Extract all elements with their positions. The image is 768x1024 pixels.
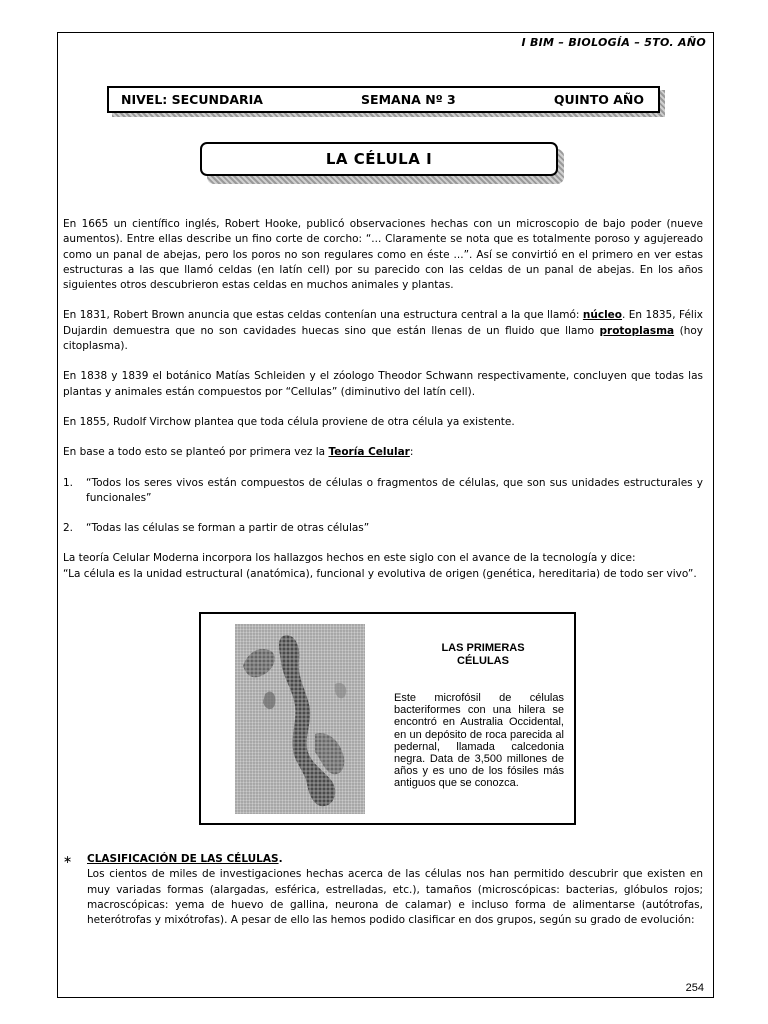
paragraph-virchow: En 1855, Rudolf Virchow plantea que toda célula proviene de otra célula ya existente. (63, 415, 515, 428)
paragraph-hooke: En 1665 un científico inglés, Robert Hooke, publicó observaciones hechas con un microscopio de bajo poder (nueve aumentos). Entre ellas describe un fino corte de corcho: “... Claramente se nota que es totalmente poroso y agujereado como un panal de abejas, pero los poros no son regulares como en éste ...”. Así se convirtió en el primero en ver estas estructuras a las que llamó celdas (en latín cell) por su parecido con las celdas de un panal de abejas. En los años siguientes otros descubrieron estas celdas en muchos animales y plantas. (63, 218, 703, 292)
week-label: SEMANA Nº 3 (361, 92, 456, 107)
year-label: QUINTO AÑO (553, 92, 644, 107)
term-teoria-celular: Teoría Celular (328, 446, 410, 459)
figure-caption: Este microfósil de células bacteriformes con una hilera se encontró en Australia Occidental, en un depósito de roca parecida al pedernal, llamada calcedonia negra. Data de 3,500 millones de años y es uno de los fósiles más antiguos que se conozca. (394, 692, 564, 790)
level-bar (107, 86, 660, 113)
bullet-icon: ∗ (63, 853, 73, 866)
paragraph-theory-intro: En base a todo esto se planteó por primera vez la Teoría Celular: (63, 446, 414, 459)
list-item: 1. “Todos los seres vivos están compuestos de células o fragmentos de células, que son sus unidades estructurales y funcionales” (63, 476, 703, 504)
paragraph-schleiden: En 1838 y 1839 el botánico Matías Schleiden y el zóologo Theodor Schwann respectivamente, concluyen que todas las plantas y animales están compuestos por “Cellulas” (diminutivo del latín cell). (63, 370, 703, 398)
running-header: I BIM – BIOLOGÍA – 5TO. AÑO (521, 36, 706, 49)
page-number: 254 (685, 982, 704, 994)
figure-box (199, 612, 576, 825)
section-text: Los cientos de miles de investigaciones hechas acerca de las células nos han permitido descubrir que existen en muy variadas formas (alargadas, esférica, estrelladas, etc.), tamaños (microscópicas: bacterias, glóbulos rojos; macroscópicas: yema de huevo de gallina, neurona de calamar) e incluso forma de alimentarse (autótrofas, heterótrofas y mixótrofas). A pesar de ello las hemos podido clasificar en dos grupos, según su grado de evolución: (87, 868, 703, 927)
term-protoplasma: protoplasma (599, 324, 675, 337)
modern-theory (63, 551, 703, 582)
page-title: LA CÉLULA I (200, 142, 558, 176)
paragraph-brown: En 1831, Robert Brown anuncia que estas celdas contenían una estructura central a la que llamó: núcleo. En 1835, Félix Dujardin demuestra que no son cavidades huecas sino que están llenas de un fluido que llamo protoplasma (hoy citoplasma). (63, 309, 703, 353)
term-nucleo: núcleo (582, 309, 623, 322)
classification-section (63, 852, 703, 928)
modern-theory-quote: “La célula es la unidad estructural (anatómica), funcional y evolutiva de origen (genética, hereditaria) de todo ser vivo”. (63, 567, 697, 580)
modern-theory-intro: La teoría Celular Moderna incorpora los hallazgos hechos en este siglo con el avance de la tecnología y dice: (63, 552, 636, 565)
list-item: 2. “Todas las células se forman a partir de otras células” (63, 522, 370, 535)
figure-title: LAS PRIMERAS CÉLULAS (441, 642, 525, 667)
microfossil-image (235, 624, 365, 814)
section-heading: CLASIFICACIÓN DE LAS CÉLULAS (87, 853, 279, 865)
level-label: NIVEL: SECUNDARIA (121, 92, 263, 107)
body-text (63, 217, 703, 582)
section-heading-row: CLASIFICACIÓN DE LAS CÉLULAS. (87, 853, 283, 865)
